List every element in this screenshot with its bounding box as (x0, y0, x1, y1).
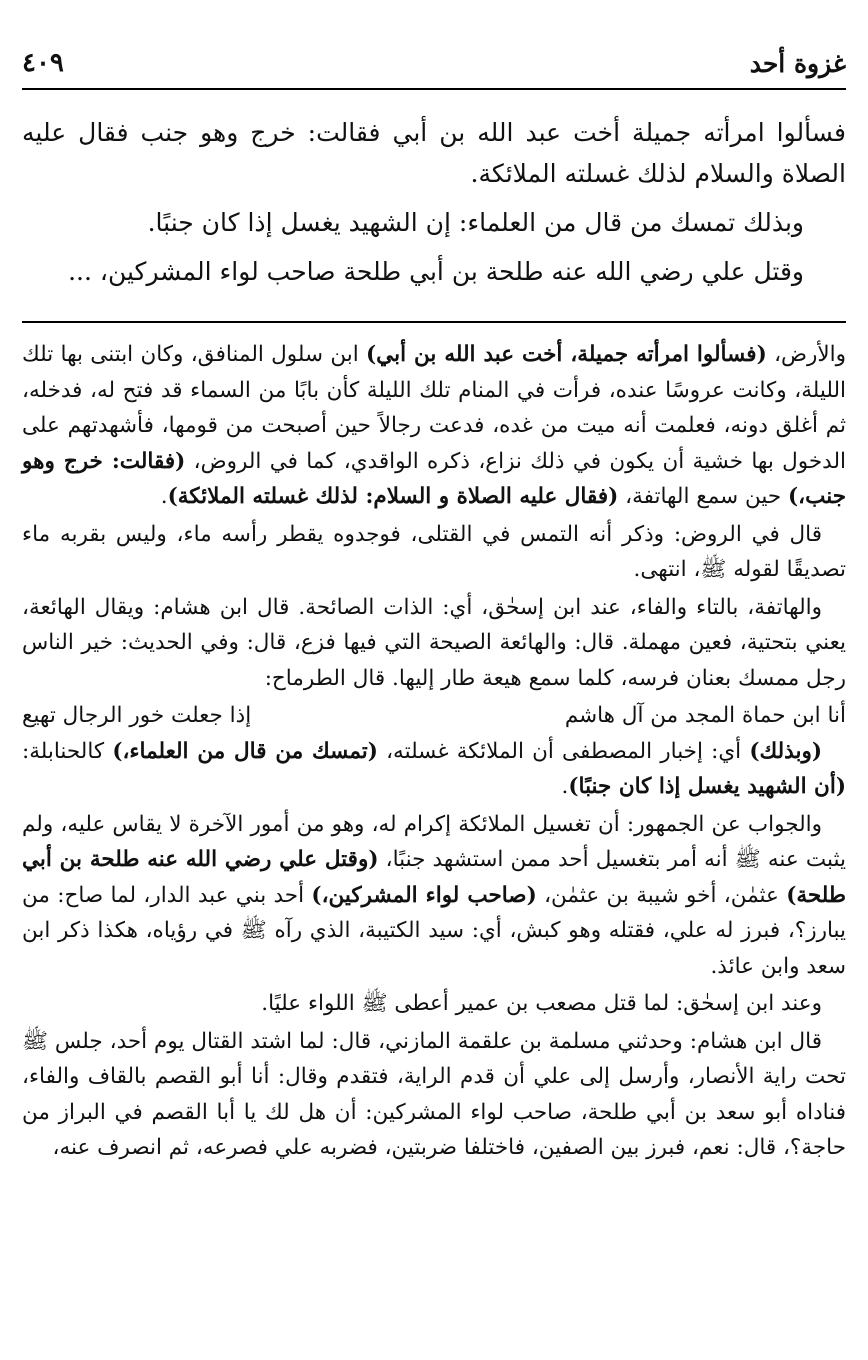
commentary-text: والأرض، (766, 342, 846, 367)
poetry-verse (22, 698, 846, 734)
quoted-matn: (وقتل علي رضي الله عنه طلحة بن أبي طلحة) (22, 847, 846, 908)
commentary-paragraph-1 (22, 337, 846, 515)
main-text-paragraph-1: فسألوا امرأته جميلة أخت عبد الله بن أبي فقالت: خرج وهو جنب فقال عليه الصلاة والسلام لذلك غسلته الملائكة. (22, 118, 846, 188)
main-text-paragraph-2: وبذلك تمسك من قال من العلماء: إن الشهيد يغسل إذا كان جنبًا. (147, 208, 804, 237)
page-header (22, 38, 846, 78)
quoted-matn: (وبذلك) (749, 738, 823, 764)
commentary-paragraph-5 (22, 807, 846, 985)
page-number: ٤٠٩ (22, 48, 64, 78)
main-text-paragraph-3: وقتل علي رضي الله عنه طلحة بن أبي طلحة صاحب لواء المشركين، ... (68, 257, 804, 286)
commentary-text: أي: إخبار المصطفى أن الملائكة غسلته، (377, 738, 750, 764)
quoted-matn: (تمسك من قال من العلماء،) (112, 738, 378, 764)
header-divider (22, 88, 846, 90)
verse-first-hemistich: أنا ابن حماة المجد من آل هاشم (564, 703, 846, 728)
commentary-text: أحد بني عبد الدار، لما صاح: من يبارز؟، فبرز له علي، فقتله وهو كبش، أي: سيد الكتيبة، الذي رآه ﷺ في رؤياه، هكذا ذكر ابن سعد وابن عائذ. (22, 882, 846, 979)
verse-second-hemistich: إذا جعلت خور الرجال تهيع (22, 703, 252, 728)
commentary-text: عثمٰن، أخو شيبة بن عثمٰن، (536, 882, 787, 908)
quoted-matn: (صاحب لواء المشركين،) (311, 882, 537, 908)
commentary-paragraph-6: وعند ابن إسحٰق: لما قتل مصعب بن عمير أعطى ﷺ اللواء عليًا. (261, 991, 822, 1016)
main-text (22, 112, 846, 292)
commentary-text: كالحنابلة: (22, 738, 113, 764)
quoted-matn: (فقالت: خرج وهو جنب،) (22, 448, 846, 509)
commentary-divider (22, 321, 846, 323)
commentary-paragraph-7: قال ابن هشام: وحدثني مسلمة بن علقمة المازني، قال: لما اشتد القتال يوم أحد، جلس ﷺ تحت راية الأنصار، وأرسل إلى علي أن قدم الراية، فتقدم وقال: أنا أبو القصم بالقاف والفاء، فناداه أبو سعد بن أبي طلحة، صاحب لواء المشركين: أن هل لك يا أبا القصم في البراز من حاجة؟، قال: نعم، فبرز بين الصفين، فاختلفا ضربتين، فضربه علي فصرعه، ثم انصرف عنه، (22, 1028, 846, 1160)
quoted-matn: (أن الشهيد يغسل إذا كان جنبًا) (568, 774, 846, 799)
commentary-paragraph-2: قال في الروض: وذكر أنه التمس في القتلى، فوجدوه يقطر رأسه ماء، وليس بقربه ماء تصديقًا لقوله ﷺ، انتهى. (22, 521, 846, 582)
quoted-matn: (فقال عليه الصلاة و السلام: لذلك غسلته الملائكة) (167, 484, 619, 509)
commentary-text: . (160, 484, 168, 509)
commentary (22, 337, 846, 1168)
commentary-paragraph-3: والهاتفة، بالتاء والفاء، عند ابن إسحٰق، أي: الذات الصائحة. قال ابن هشام: ويقال الهائعة، يعني بتحتية، فعين مهملة. قال: والهائعة الصيحة التي فيها فزع، قال: وفي الحديث: خير الناس رجل ممسك بعنان فرسه، كلما سمع هيعة طار إليها. قال الطرماح: (22, 594, 846, 691)
chapter-title: غزوة أحد (749, 49, 846, 78)
quoted-matn: (فسألوا امرأته جميلة، أخت عبد الله بن أبي) (366, 342, 767, 367)
commentary-text: حين سمع الهاتفة، (618, 484, 788, 509)
commentary-paragraph-4 (22, 734, 846, 805)
commentary-text: . (561, 774, 569, 799)
commentary-text: ابن سلول المنافق، وكان ابتنى بها تلك الليلة، وكانت عروسًا عنده، فرأت في المنام تلك الليلة كأن بابًا من السماء قد فتح له، فدخله، ثم أغلق دونه، فعلمت أنه ميت من غده، فدعت رجالاً حين أصبحت من قومها، فأشهدتهم على الدخول بها خشية أن يكون في ذلك نزاع، ذكره الواقدي، كما في الروض، (22, 342, 846, 474)
commentary-text: والجواب عن الجمهور: أن تغسيل الملائكة إكرام له، وهو من أمور الآخرة لا يقاس عليه، ولم يثبت عنه ﷺ أنه أمر بتغسيل أحد ممن استشهد جنبًا، (22, 811, 846, 872)
